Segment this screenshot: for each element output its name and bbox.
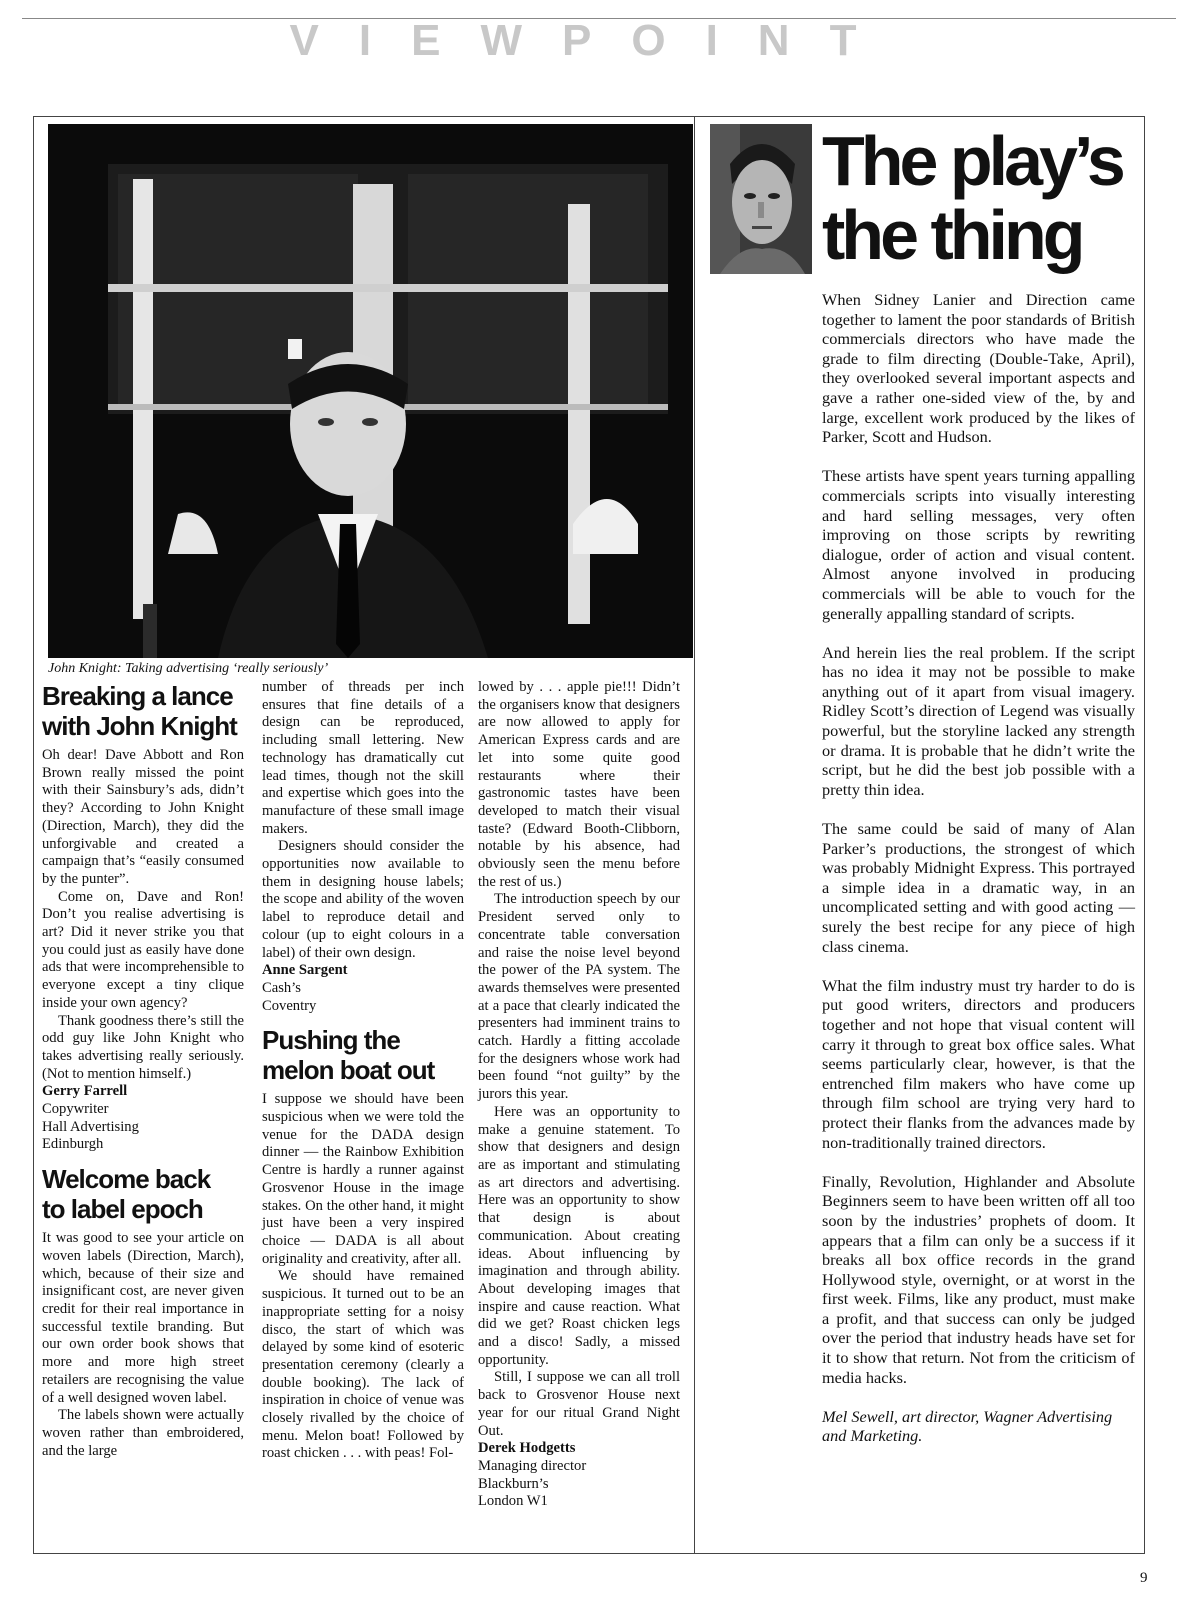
label-paragraph: Designers should consider the opportunities now available to them in designing house labels; the scope and ability of the woven label to reproduce detail and colour (up to eight colours in a label) of their own design. — [262, 838, 464, 961]
letters-column-1 — [42, 679, 244, 1460]
breaking-signature — [42, 1083, 244, 1154]
page-number: 9 — [1140, 1570, 1148, 1586]
melon-headline-line2: melon boat out — [262, 1055, 435, 1086]
column-divider — [694, 116, 695, 1554]
melon-headline — [262, 1025, 464, 1085]
breaking-paragraph: Thank goodness there’s still the odd guy like John Knight who takes advertising really seriously. (Not to mention himself.) — [42, 1012, 244, 1082]
signature-line: Coventry — [262, 997, 317, 1014]
feature-author-credit: Mel Sewell, art director, Wagner Advertising and Marketing. — [822, 1406, 1113, 1446]
breaking-paragraph: Oh dear! Dave Abbott and Ron Brown really missed the point with their Sainsbury’s ads, didn’t they? According to John Knight (Direction, March), they did the unforgivable and created a campaign that’s “easily consumed by the punter”. — [42, 747, 244, 887]
signature-line: Blackburn’s — [478, 1475, 549, 1492]
breaking-headline-line1: Breaking a lance — [42, 681, 233, 711]
feature-paragraph: Finally, Revolution, Highlander and Absolute Beginners seem to have been written off all too soon by the industries’ prophets of doom. It appears that a film can only be a success if it breaks all box office records in the grand Hollywood style, overnight, or at worst in the first week. Films, like any product, must make a profit, and that success can only be judged over the period that industry heads have set for it to show that return. Not from the criticism of media hacks. — [822, 1171, 1135, 1387]
feature-headline-line1: The play’s — [822, 122, 1122, 200]
signature-line: Hall Advertising — [42, 1118, 139, 1135]
feature-headline — [822, 124, 1142, 272]
feature-body — [822, 290, 1135, 1466]
section-masthead: VIEWPOINT — [289, 16, 897, 65]
john-knight-photo — [48, 124, 693, 658]
letters-column-3 — [478, 679, 680, 1511]
melon-paragraph: The introduction speech by our President served only to concentrate table conversation and raise the noise level beyond the power of the PA system. The awards themselves were presented at a pace that clearly indicated the presenters had imminent trains to catch. Hardly a fitting accolade for the designers whose work had been found “not guilty” by the jurors this year. — [478, 891, 680, 1103]
signature-line: Cash’s — [262, 979, 301, 996]
breaking-headline — [42, 681, 244, 741]
letters-column-2 — [262, 679, 464, 1463]
feature-paragraph: When Sidney Lanier and Direction came together to lament the poor standards of British commercials directors who have made the grade to film directing (Double-Take, April), they overlooked several important aspects and gave a rather one-sided view of the, by and large, excellent work produced by the likes of Parker, Scott and Hudson. — [822, 290, 1135, 447]
melon-paragraph: Here was an opportunity to make a genuine statement. To show that designers and design are as important and stimulating as art directors and advertising. Here was an opportunity to show that design is about communication. About creating ideas. About influencing by imagination and through ability. About developing images that inspire and cause reaction. What did we get? Roast chicken legs and a disco! Sadly, a missed opportunity. — [478, 1103, 680, 1368]
signature-line: Edinburgh — [42, 1136, 104, 1153]
signature-name: Derek Hodgetts — [478, 1440, 576, 1457]
signature-name: Gerry Farrell — [42, 1083, 128, 1100]
photo-caption: John Knight: Taking advertising ‘really seriously’ — [48, 661, 329, 676]
melon-paragraph: lowed by . . . apple pie!!! Didn’t the organisers know that designers are now allowed to apply for American Express cards and are let into some quite good restaurants where their gastronomic tastes have been developed to match their visual taste? (Edward Booth-Clibborn, notable by his absence, had obviously seen the menu before the rest of us.) — [478, 679, 680, 890]
feature-paragraph: These artists have spent years turning appalling commercials scripts into visually interesting and hard selling messages, very often improving on those scripts by rewriting dialogue, order of action and visual content. Almost anyone involved in producing commercials will be able to vouch for the generally appalling standard of scripts. — [822, 466, 1135, 623]
feature-paragraph: The same could be said of many of Alan Parker’s productions, the strongest of which was probably Midnight Express. This portrayed a simple idea in a dramatic way, in an uncomplicated setting and with good acting — surely the best recipe for any piece of high class cinema. — [822, 819, 1135, 956]
author-portrait — [710, 124, 812, 274]
signature-line: Managing director — [478, 1457, 587, 1474]
author-portrait-image — [710, 124, 812, 274]
john-knight-photo-image — [48, 124, 693, 658]
feature-paragraph: And herein lies the real problem. If the script has no idea it may not be possible to make anything out of it apart from visual imagery. Ridley Scott’s direction of Legend was visually powerful, but the storyline lacked any strength or drama. It is probable that he didn’t write the script, but he did the best job possible with a pretty thin idea. — [822, 642, 1135, 799]
label-headline-line1: Welcome back — [42, 1164, 211, 1195]
label-headline-line2: to label epoch — [42, 1194, 203, 1225]
signature-name: Anne Sargent — [262, 962, 348, 979]
label-signature — [262, 962, 464, 1015]
label-headline — [42, 1164, 244, 1224]
melon-paragraph: Still, I suppose we can all troll back to Grosvenor House next year for our ritual Grand Night Out. — [478, 1369, 680, 1439]
melon-headline-line1: Pushing the — [262, 1025, 400, 1056]
feature-paragraph: What the film industry must try harder to do is put good writers, directors and producers together and not hope that visual content will carry it through to great box office sales. What seems particularly clear, however, is that the entrenched film makers who have come up through film school are trying very hard to protect their flanks from the advances made by non-traditionally trained directors. — [822, 975, 1135, 1152]
label-paragraph: It was good to see your article on woven labels (Direction, March), which, because of their size and insignificant cost, are never given credit for their real importance in successful textile branding. But our own order book shows that more and more high street retailers are recognising the value of a well designed woven label. — [42, 1230, 244, 1406]
breaking-paragraph: Come on, Dave and Ron! Don’t you realise advertising is art? Did it never strike you that you could just as easily have done ads that were incomprehensible to everyone except a tiny clique inside your own agency? — [42, 888, 244, 1011]
feature-headline-line2: the thing — [822, 196, 1082, 274]
melon-paragraph: We should have remained suspicious. It turned out to be an inappropriate setting for a noisy disco, the start of which was delayed by some kind of esoteric presentation ceremony (clearly a double booking). The lack of inspiration in choice of venue was closely rivalled by the choice of menu. Melon boat! Followed by roast chicken . . . with peas! Fol- — [262, 1268, 464, 1462]
breaking-headline-line2: with John Knight — [42, 711, 237, 741]
signature-line: London W1 — [478, 1493, 548, 1510]
label-paragraph: number of threads per inch ensures that fine details of a design can be reproduced, including small lettering. New technology has dramatically cut lead times, though not the skill and expertise which goes into the manufacture of these small image makers. — [262, 679, 464, 837]
signature-line: Copywriter — [42, 1101, 109, 1118]
label-paragraph: The labels shown were actually woven rather than embroidered, and the large — [42, 1407, 244, 1459]
melon-signature — [478, 1440, 680, 1511]
melon-paragraph: I suppose we should have been suspicious when we were told the venue for the DADA design dinner — the Rainbow Exhibition Centre is hardly a runner against Grosvenor House in the image stakes. On the other hand, it might just have been a very inspired choice — DADA is all about originality and creativity, after all. — [262, 1091, 464, 1267]
